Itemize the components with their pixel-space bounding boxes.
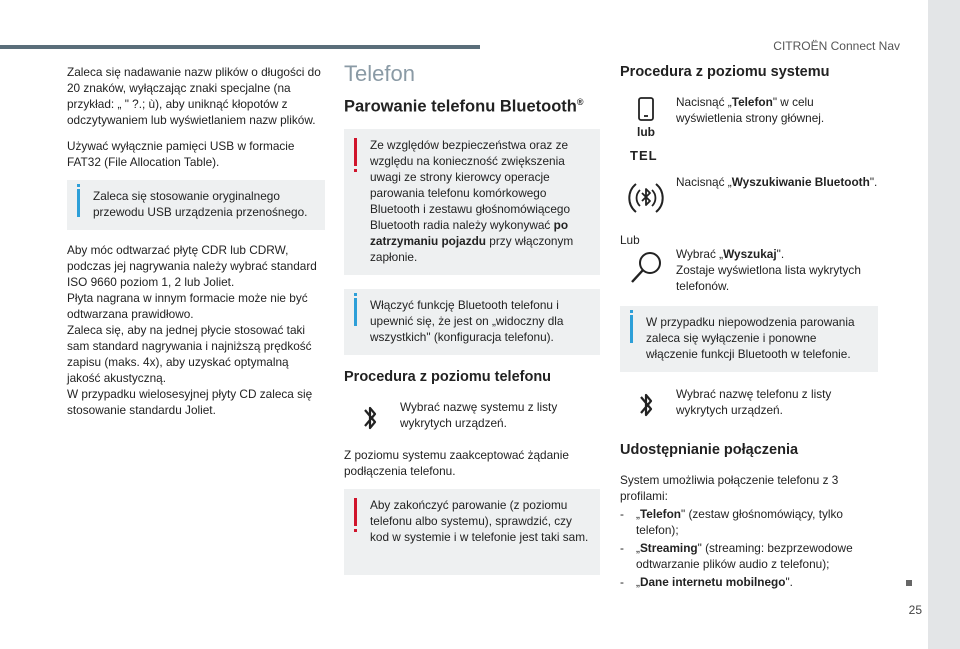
column-phone: [344, 61, 600, 589]
phone-home-icon: [634, 96, 658, 122]
subsection-title: Procedura z poziomu telefonu: [344, 368, 552, 385]
step: lub Nacisnąć „Telefon" w celu wyświetlenia strony głównej.: [620, 94, 878, 140]
step: Wybrać „Wyszukaj". Zostaje wyświetlona lista wykrytych telefonów.: [620, 246, 878, 294]
note-text: W przypadku niepowodzenia parowania zaleca się wyłączenie i ponowne włączenie funkcji Bluetooth w telefonie.: [646, 315, 855, 361]
icon-label: lub: [637, 125, 655, 139]
paragraph: Płyta nagrana w innym formacie może nie być odtwarzana prawidłowo.: [67, 291, 308, 321]
column-usb: [67, 64, 325, 418]
bluetooth-icon: [620, 386, 672, 422]
info-icon: [630, 315, 633, 343]
page-margin-bar: [928, 0, 960, 649]
section-title: Telefon: [344, 61, 415, 86]
step-text: Wybrać nazwę systemu z listy wykrytych urządzeń.: [400, 399, 558, 430]
section-subtitle: Parowanie telefonu Bluetooth®: [344, 97, 584, 116]
warning-note: Ze względów bezpieczeństwa oraz ze względu na konieczność zwiększenia uwagi ze strony kierowcy operacje parowania telefonu komórkowego Bluetooth i zestawu głośnomówiącego Bluetooth radia należy wykonywać po zatrzymaniu pojazdu przy włączonym zapłonie.: [344, 129, 600, 275]
paragraph: System umożliwia połączenie telefonu z 3 profilami:: [620, 473, 839, 503]
subsection-title: Procedura z poziomu systemu: [620, 64, 830, 80]
step: [620, 386, 878, 422]
list-item: - „Telefon" (zestaw głośnomówiący, tylko telefon);: [620, 506, 878, 538]
tel-button-label: TEL: [630, 148, 658, 163]
info-icon: [77, 189, 80, 217]
warning-icon: [354, 498, 357, 526]
page-number: 25: [908, 603, 922, 617]
step: [344, 399, 600, 435]
page-header: CITROËN Connect Nav: [773, 39, 900, 53]
paragraph: Zaleca się, aby na jednej płycie stosować taki sam standard nagrywania i najniższą prędkość zapisu (maks. 4x), aby uzyskać optymalną jakość akustyczną.: [67, 323, 312, 385]
bluetooth-search-icon: [620, 174, 672, 220]
profile-list: [620, 506, 878, 590]
continued-marker: [906, 580, 912, 586]
bluetooth-icon: [344, 399, 396, 435]
paragraph: W przypadku wielosesyjnej płyty CD zaleca się stosowanie standardu Joliet.: [67, 387, 313, 417]
paragraph-group: [67, 242, 325, 418]
warning-note: [344, 489, 600, 575]
info-note: [67, 180, 325, 230]
subsection-title: Udostępnianie połączenia: [620, 442, 799, 458]
paragraph: Używać wyłącznie pamięci USB w formacie FAT32 (File Allocation Table).: [67, 139, 295, 169]
search-icon: [620, 246, 672, 294]
list-item: - „Dane internetu mobilnego".: [620, 574, 878, 590]
info-note: [344, 289, 600, 355]
warning-icon: [354, 138, 357, 166]
note-text: Aby zakończyć parowanie (z poziomu telefonu albo systemu), sprawdzić, czy kod w systemie i w telefonie jest taki sam.: [370, 497, 589, 544]
info-note: [620, 306, 878, 372]
list-item: - „Streaming" (streaming: bezprzewodowe odtwarzanie plików audio z telefonu);: [620, 540, 878, 572]
note-text: Włączyć funkcję Bluetooth telefonu i upewnić się, że jest on „widoczny dla wszystkich" (konfiguracja telefonu).: [370, 297, 564, 344]
or-text: Lub: [620, 233, 640, 247]
column-system: [620, 64, 878, 592]
paragraph: Z poziomu systemu zaakceptować żądanie podłączenia telefonu.: [344, 447, 569, 478]
paragraph: Aby móc odtwarzać płytę CDR lub CDRW, podczas jej nagrywania należy wybrać standard ISO 9660 poziom 1, 2 lub Joliet.: [67, 243, 317, 289]
note-text: Zaleca się stosowanie oryginalnego przewodu USB urządzenia przenośnego.: [93, 189, 308, 219]
step: Nacisnąć „Wyszukiwanie Bluetooth".: [620, 174, 878, 220]
info-icon: [354, 298, 357, 326]
paragraph: Zaleca się nadawanie nazw plików o długości do 20 znaków, wyłączając znaki specjalne (na przykład: „ " ?.; ù), aby uniknąć kłopotów z odczytywaniem lub wyświetlaniem nazw plików.: [67, 65, 321, 127]
step-text: Wybrać nazwę telefonu z listy wykrytych urządzeń.: [676, 387, 832, 417]
header-rule: [0, 45, 480, 49]
